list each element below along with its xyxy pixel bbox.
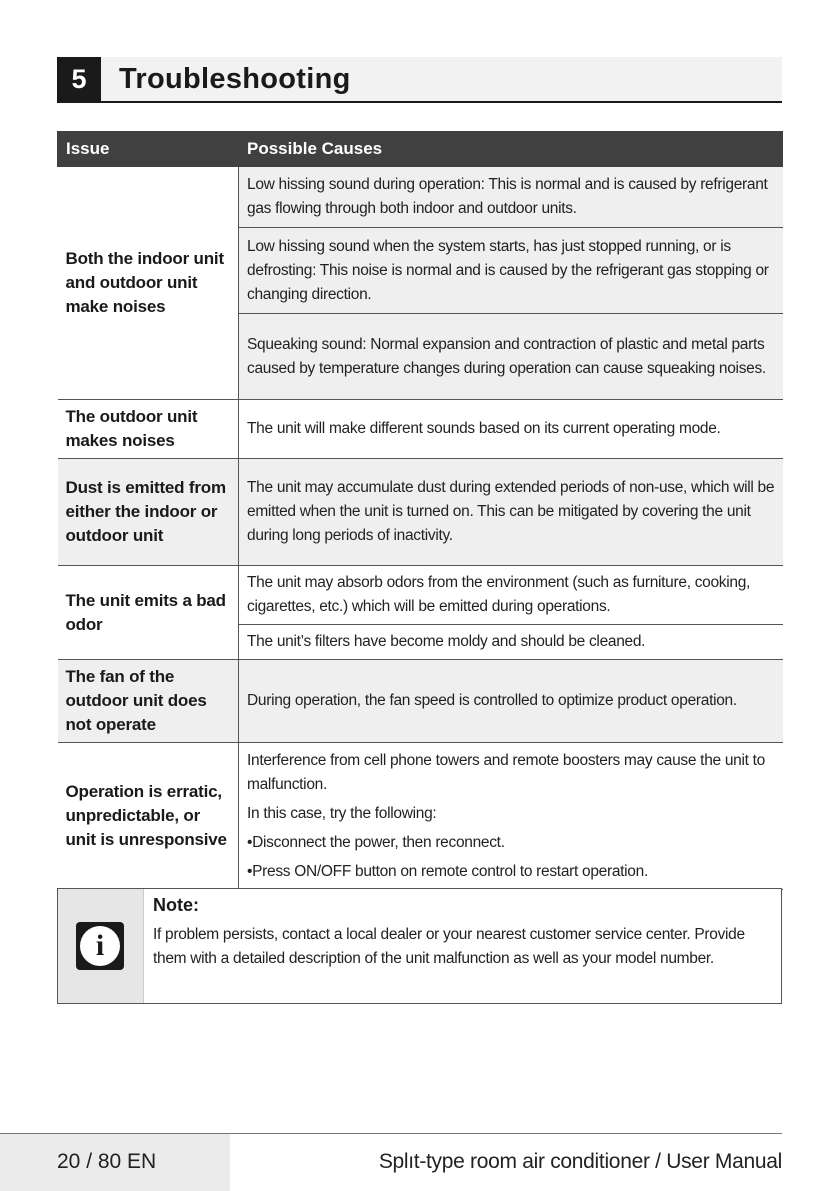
note-icon-cell xyxy=(58,889,144,1003)
issue-cell: The outdoor unit makes noises xyxy=(58,400,239,459)
column-header-issue: Issue xyxy=(58,132,239,167)
table-row xyxy=(58,167,783,228)
document-title: Splıt-type room air conditioner / User Manual xyxy=(378,1150,782,1173)
table-row xyxy=(58,400,783,459)
bullet-item: •Disconnect the power, then reconnect. xyxy=(247,833,505,851)
cause-cell: The unit may accumulate dust during extended periods of non-use, which will be emitted when the unit is turned on. This can be mitigated by covering the unit during long periods of inactivity. xyxy=(239,459,783,566)
note-title: Note: xyxy=(153,895,199,915)
table-row xyxy=(58,743,783,890)
bullet-text: Disconnect the power, then reconnect. xyxy=(252,833,505,851)
bullet-text: Press ON/OFF button on remote control to restart operation. xyxy=(252,862,648,880)
note-text: If problem persists, contact a local dealer or your nearest customer service center. Provide them with a detailed description of the unit malfunction as well as your model number. xyxy=(153,926,745,967)
cause-text: Interference from cell phone towers and remote boosters may cause the unit to malfunction. xyxy=(247,751,765,793)
cause-cell: Low hissing sound when the system starts, has just stopped running, or is defrosting: This noise is normal and is caused by the refrigerant gas stopping or changing direction. xyxy=(239,228,783,314)
table-row xyxy=(58,566,783,625)
troubleshooting-table xyxy=(57,131,783,890)
column-header-causes: Possible Causes xyxy=(239,132,783,167)
cause-text: In this case, try the following: xyxy=(247,804,437,822)
note-box xyxy=(57,888,782,1004)
issue-cell: The fan of the outdoor unit does not operate xyxy=(58,660,239,743)
issue-cell: Both the indoor unit and outdoor unit make noises xyxy=(58,167,239,400)
cause-cell: Low hissing sound during operation: This is normal and is caused by refrigerant gas flowing through both indoor and outdoor units. xyxy=(239,167,783,228)
issue-cell: The unit emits a bad odor xyxy=(58,566,239,660)
table-header-row xyxy=(58,132,783,167)
info-icon: i xyxy=(76,922,124,970)
issue-cell: Operation is erratic, unpredictable, or unit is unresponsive xyxy=(58,743,239,890)
page-number: 20 / 80 EN xyxy=(57,1150,157,1173)
table-row xyxy=(58,660,783,743)
cause-cell: The unit will make different sounds based on its current operating mode. xyxy=(239,400,783,459)
cause-cell: During operation, the fan speed is controlled to optimize product operation. xyxy=(239,660,783,743)
section-header xyxy=(57,57,782,103)
bullet-item: •Press ON/OFF button on remote control to restart operation. xyxy=(247,862,648,880)
cause-cell: The unit may absorb odors from the environment (such as furniture, cooking, cigarettes, etc.) which will be emitted during operations. xyxy=(239,566,783,625)
cause-cell: The unit’s filters have become moldy and should be cleaned. xyxy=(239,625,783,660)
issue-cell: Dust is emitted from either the indoor or outdoor unit xyxy=(58,459,239,566)
cause-cell xyxy=(239,743,783,890)
section-header-rule xyxy=(57,101,782,103)
cause-cell: Squeaking sound: Normal expansion and contraction of plastic and metal parts caused by temperature changes during operation can cause squeaking noises. xyxy=(239,314,783,400)
section-title: Troubleshooting xyxy=(119,63,351,95)
section-number: 5 xyxy=(57,57,101,101)
table-row xyxy=(58,459,783,566)
